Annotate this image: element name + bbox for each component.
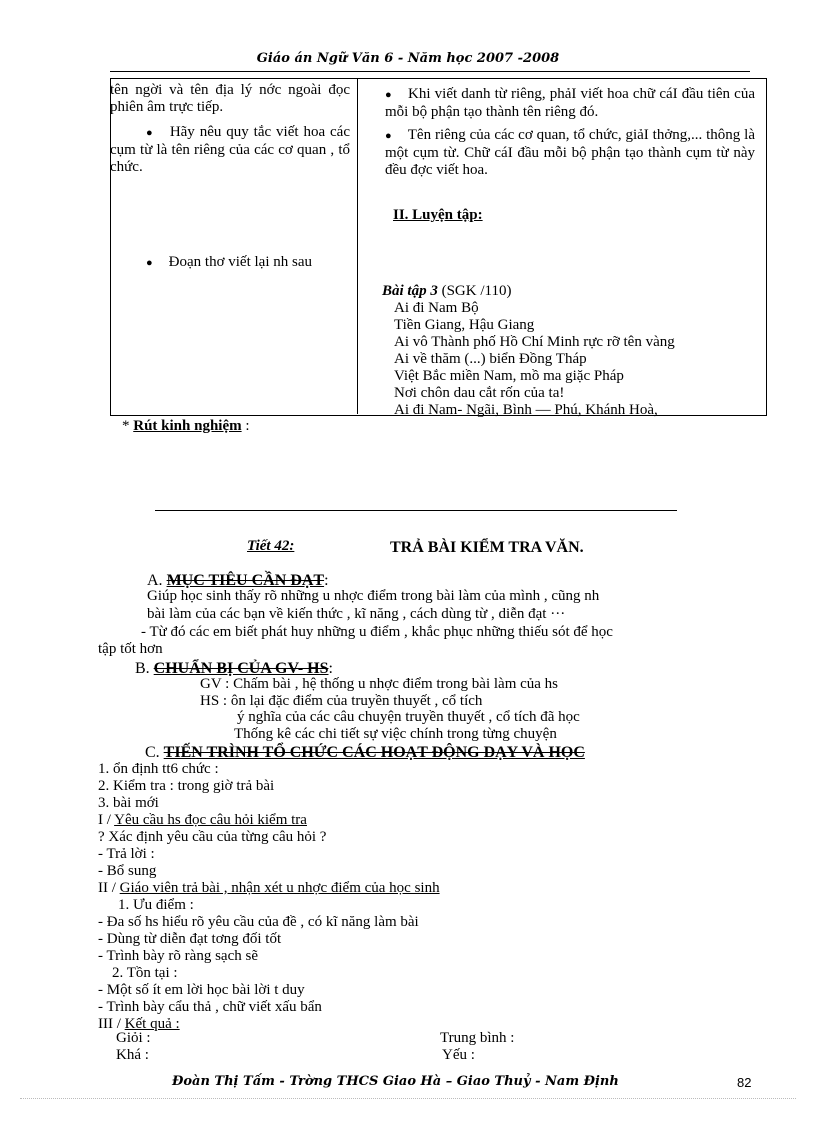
section-b-heading [135,660,333,677]
uu-diem-line: - Trình bày rõ ràng sạch sẽ [98,948,258,964]
result-gioi: Giỏi : [116,1030,151,1046]
left-para-2-text: Hãy nêu quy tắc viết hoa các cụm từ là tên riêng của các cơ quan , tổ chức. [110,124,350,175]
poem-line: Ai vô Thành phố Hồ Chí Minh rực rỡ tên vàng [394,334,675,350]
ton-tai-line: - Trình bày cẩu thả , chữ viết xấu bẩn [98,999,322,1015]
hs-text: ôn lại đặc điểm của truyền thuyết , cổ tích [227,693,483,709]
section-b-prefix: B. [135,660,154,677]
page-footer: Đoàn Thị Tấm - Trờng THCS Giao Hà – Giao Thuỷ - Nam Định [172,1074,619,1089]
bullet-icon [110,124,170,140]
section-heading-luyen-tap: II. Luyện tập: [393,207,483,223]
uu-diem-line: - Dùng từ diễn đạt tơng đối tốt [98,931,282,947]
subsection-1-line: - Trả lời : [98,846,155,862]
section-b-title: CHUẨN BỊ CỦA GV- HS [153,660,329,677]
step-item: 2. Kiểm tra : trong giờ trả bài [98,778,275,794]
page-number: 82 [737,1075,752,1090]
lesson-number: Tiết 42: [247,538,295,554]
section-divider [155,510,677,511]
right-para-1-text: Khi viết danh từ riêng, phảI viết hoa chữ cáI đầu tiên của mỗi bộ phận tạo thành tên riêng đó. [385,86,755,120]
step-item: 3. bài mới [98,795,159,811]
hs-label: HS : [200,693,228,709]
poem-line: Ai đi Nam- Ngãi, Bình — Phú, Khánh Hoà, [394,402,658,418]
section-b-line: Thống kê các chi tiết sự việc chính trong từng chuyện [234,726,557,742]
subsection-1-heading [98,812,440,829]
page-edge-dots [20,1098,796,1099]
subsection-1-line: - Bổ sung [98,863,157,879]
section-a-colon: : [324,572,329,589]
section-a-title: MỤC TIÊU CẦN ĐẠT [166,572,325,589]
right-para-2-text: Tên riêng của các cơ quan, tổ chức, giảI thởng,... thông là một cụm từ. Chữ cáI đầu mỗi bộ phận tạo thành cụm từ này đều đợc viết hoa. [385,127,755,178]
rkn-suffix: : [241,418,250,434]
poem-line: Ai đi Nam Bộ [394,300,479,316]
subsection-1-line: ? Xác định yêu cầu của từng câu hỏi ? [98,829,327,845]
exercise-heading [382,283,511,300]
step-item: 1. ổn định tt6 chức : [98,761,219,777]
gv-text: Chấm bài , hệ thống u nhợc điểm trong bài làm của hs [229,676,559,692]
subsection-2-heading [98,880,440,897]
result-yeu: Yếu : [442,1047,475,1063]
uu-diem-title: 1. Ưu điểm : [118,897,194,913]
section-b-colon: : [328,660,333,677]
gv-label: GV : [200,676,230,692]
section-a-line: tập tốt hơn [98,641,163,657]
poem-line: Tiền Giang, Hậu Giang [394,317,535,333]
section-b-gv [200,676,558,693]
section-c-prefix: C. [145,744,164,761]
section-a-line: bài làm của các bạn về kiến thức , kĩ năng , cách dùng từ , diễn đạt ··· [147,606,566,622]
uu-diem-line: - Đa số hs hiểu rõ yêu cầu của đề , có kĩ năng làm bài [98,914,419,930]
bullet-icon [110,254,169,270]
poem-line: Việt Bắc miền Nam, mồ ma giặc Pháp [394,368,624,384]
poem-block [394,300,675,419]
result-kha: Khá : [116,1047,149,1063]
left-para-3-text: Đoạn thơ viết lại nh sau [168,254,312,270]
section-a-line: Giúp học sinh thấy rõ những u nhợc điểm trong bài làm của mình , cũng nh [147,588,600,604]
table-column-divider [357,78,358,414]
rkn-prefix: * [122,418,134,434]
rut-kinh-nghiem [122,418,250,435]
section-b-hs [200,693,482,710]
section-b-line: ý nghĩa của các câu chuyện truyền thuyết , cổ tích đã học [237,709,580,725]
right-para-1 [385,86,755,121]
poem-line: Ai về thăm (...) biển Đồng Tháp [394,351,587,367]
left-para-2 [110,124,350,176]
right-para-2 [385,127,755,179]
section-a-prefix: A. [147,572,167,589]
table-right-column [385,86,755,224]
subsection-3-title: Kết quả : [124,1016,180,1032]
ton-tai-line: - Một số ít em lời học bài lời t duy [98,982,305,998]
steps-block [98,761,440,1033]
bullet-icon [385,127,408,143]
left-para-3 [110,254,350,272]
header-rule [110,71,750,72]
exercise-label: Bài tập 3 [382,283,438,299]
section-c-heading [145,744,585,761]
section-a-line: - Từ đó các em biết phát huy những u điểm , khắc phục những thiếu sót để học [141,624,613,640]
ton-tai-title: 2. Tồn tại : [112,965,178,981]
result-trung-binh: Trung bình : [440,1030,515,1046]
page-header: Giáo án Ngữ Văn 6 - Năm học 2007 -2008 [256,51,560,66]
subsection-2-title: Giáo viên trả bài , nhận xét u nhợc điểm của học sinh [119,880,440,896]
subsection-1-prefix: I / [98,812,115,828]
lesson-title: TRẢ BÀI KIỂM TRA VĂN. [390,539,584,556]
section-c-title: TIẾN TRÌNH TỔ CHỨC CÁC HOẠT ĐỘNG DẠY VÀ HỌC [163,744,585,761]
bullet-icon [385,86,408,102]
subsection-3-prefix: III / [98,1016,125,1032]
rkn-label: Rút kinh nghiệm [133,418,242,434]
table-left-column [110,82,350,272]
section-a-heading [147,572,329,589]
left-para-1: tên ngời và tên địa lý nớc ngoài đọc phiên âm trực tiếp. [110,82,350,115]
subsection-1-title: Yêu cầu hs đọc câu hỏi kiểm tra [114,812,307,828]
poem-line: Nơi chôn dau cắt rốn của ta! [394,385,565,401]
exercise-ref: (SGK /110) [437,283,512,299]
subsection-2-prefix: II / [98,880,120,896]
